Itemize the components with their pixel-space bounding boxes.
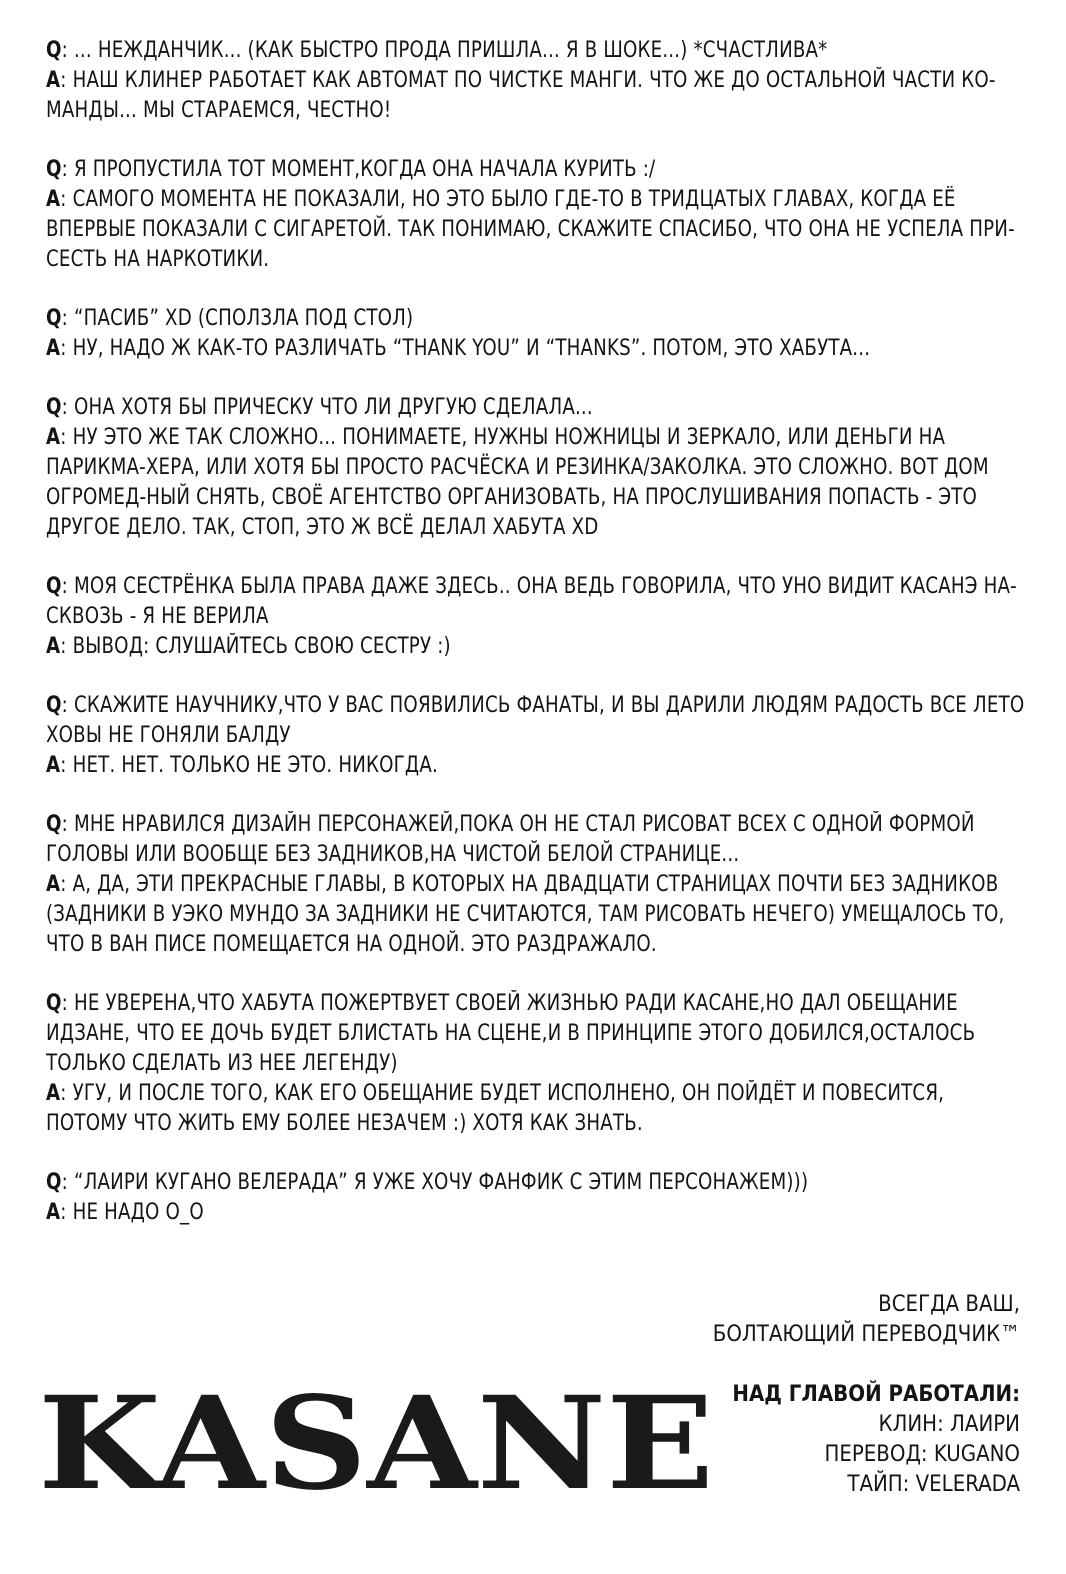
qa-list (46, 36, 1031, 1257)
answer-text: : НУ, НАДО Ж КАК-ТО РАЗЛИЧАТЬ “THANK YOU” И “THANKS”. ПОТОМ, ЭТО ХАБУТА... (60, 336, 871, 361)
answer-line (46, 632, 1031, 662)
question-text: : ОНА ХОТЯ БЫ ПРИЧЕСКУ ЧТО ЛИ ДРУГУЮ СДЕЛАЛА... (61, 395, 593, 420)
question-marker: Q (46, 574, 62, 599)
question-line (46, 393, 1031, 423)
signoff-line-2: БОЛТАЮЩИЙ ПЕРЕВОДЧИК™ (712, 1322, 1020, 1347)
answer-marker: A (46, 753, 61, 778)
answer-line (46, 66, 1031, 126)
signoff-line-1: ВСЕГДА ВАШ, (878, 1292, 1020, 1317)
question-line (46, 304, 1031, 334)
qa-block (46, 989, 1031, 1139)
question-line (46, 155, 1031, 185)
qa-block (46, 36, 1031, 126)
qa-block (46, 393, 1031, 543)
answer-line (46, 1079, 1031, 1139)
answer-marker: A (46, 1200, 61, 1225)
question-marker: Q (46, 812, 62, 837)
question-text: : “ЛАИРИ КУГАНО ВЕЛЕРАДА” Я УЖЕ ХОЧУ ФАНФИК С ЭТИМ ПЕРСОНАЖЕМ))) (61, 1170, 809, 1195)
question-text: : ... НЕЖДАНЧИК... (КАК БЫСТРО ПРОДА ПРИШЛА... Я В ШОКЕ...) *СЧАСТЛИВА* (61, 38, 828, 63)
qa-block (46, 572, 1031, 662)
question-marker: Q (46, 991, 62, 1016)
question-marker: Q (46, 157, 62, 182)
qa-block (46, 304, 1031, 364)
credits-item-typesetter: ТАЙП: VELERADA (847, 1472, 1020, 1497)
question-line (46, 572, 1031, 632)
credits-item-translator: ПЕРЕВОД: KUGANO (824, 1442, 1020, 1467)
answer-text: : А, ДА, ЭТИ ПРЕКРАСНЫЕ ГЛАВЫ, В КОТОРЫХ НА ДВАДЦАТИ СТРАНИЦАХ ПОЧТИ БЕЗ ЗАДНИКОВ (ЗАДНИКИ В УЭКО МУНДО ЗА ЗАДНИКИ НЕ СЧИТАЮТСЯ, ТАМ РИСОВАТЬ НЕЧЕГО) УМЕЩАЛОСЬ ТО, ЧТО В ВАН ПИСЕ ПОМЕЩАЕТСЯ НА ОДНОЙ. ЭТО РАЗДРАЖАЛО. (46, 872, 1005, 957)
answer-marker: A (46, 187, 61, 212)
question-line (46, 989, 1031, 1079)
question-text: : МОЯ СЕСТРЁНКА БЫЛА ПРАВА ДАЖЕ ЗДЕСЬ.. ОНА ВЕДЬ ГОВОРИЛА, ЧТО УНО ВИДИТ КАСАНЭ НА-СКВОЗЬ - Я НЕ ВЕРИЛА (46, 574, 1017, 629)
answer-text: : САМОГО МОМЕНТА НЕ ПОКАЗАЛИ, НО ЭТО БЫЛО ГДЕ-ТО В ТРИДЦАТЫХ ГЛАВАХ, КОГДА ЕЁ ВПЕРВЫЕ ПОКАЗАЛИ С СИГАРЕТОЙ. ТАК ПОНИМАЮ, СКАЖИТЕ СПАСИБО, ЧТО ОНА НЕ УСПЕЛА ПРИ-СЕСТЬ НА НАРКОТИКИ. (46, 187, 1015, 272)
answer-line (46, 751, 1031, 781)
answer-text: : НЕТ. НЕТ. ТОЛЬКО НЕ ЭТО. НИКОГДА. (60, 753, 438, 778)
question-marker: Q (46, 38, 62, 63)
question-marker: Q (46, 395, 62, 420)
credits (732, 1380, 1020, 1500)
answer-line (46, 334, 1031, 364)
answer-text: : НУ ЭТО ЖЕ ТАК СЛОЖНО... ПОНИМАЕТЕ, НУЖНЫ НОЖНИЦЫ И ЗЕРКАЛО, ИЛИ ДЕНЬГИ НА ПАРИКМА-ХЕРА, ИЛИ ХОТЯ БЫ ПРОСТО РАСЧЁСКА И РЕЗИНКА/ЗАКОЛКА. ЭТО СЛОЖНО. ВОТ ДОМ ОГРОМЕД-НЫЙ СНЯТЬ, СВОЁ АГЕНТСТВО ОРГАНИЗОВАТЬ, НА ПРОСЛУШИВАНИЯ ПОПАСТЬ - ЭТО ДРУГОЕ ДЕЛО. ТАК, СТОП, ЭТО Ж ВСЁ ДЕЛАЛ ХАБУТА XD (46, 425, 989, 540)
question-line (46, 36, 1031, 66)
answer-marker: A (46, 1081, 61, 1106)
question-line (46, 810, 1031, 870)
question-marker: Q (46, 306, 62, 331)
answer-line (46, 423, 1031, 543)
answer-marker: A (46, 425, 61, 450)
qa-block (46, 691, 1031, 781)
qa-block (46, 1168, 1031, 1228)
answer-text: : НАШ КЛИНЕР РАБОТАЕТ КАК АВТОМАТ ПО ЧИСТКЕ МАНГИ. ЧТО ЖЕ ДО ОСТАЛЬНОЙ ЧАСТИ КО-МАНДЫ... МЫ СТАРАЕМСЯ, ЧЕСТНО! (46, 68, 996, 123)
answer-marker: A (46, 872, 61, 897)
question-line (46, 691, 1031, 751)
answer-marker: A (46, 634, 61, 659)
answer-text: : ВЫВОД: СЛУШАЙТЕСЬ СВОЮ СЕСТРУ :) (60, 634, 451, 659)
question-marker: Q (46, 1170, 62, 1195)
answer-text: : НЕ НАДО O_O (60, 1200, 204, 1225)
credits-item-cleaner: КЛИН: ЛАИРИ (878, 1412, 1020, 1437)
kasane-logo-art (38, 1376, 716, 1498)
signoff (713, 1290, 1020, 1350)
answer-text: : УГУ, И ПОСЛЕ ТОГО, КАК ЕГО ОБЕЩАНИЕ БУДЕТ ИСПОЛНЕНО, ОН ПОЙДЁТ И ПОВЕСИТСЯ, ПОТОМУ ЧТО ЖИТЬ ЕМУ БОЛЕЕ НЕЗАЧЕМ :) ХОТЯ КАК ЗНАТЬ. (46, 1081, 945, 1136)
question-text: : Я ПРОПУСТИЛА ТОТ МОМЕНТ,КОГДА ОНА НАЧАЛА КУРИТЬ :/ (61, 157, 656, 182)
kasane-logo-text: KASANE (38, 1376, 714, 1498)
question-text: : СКАЖИТЕ НАУЧНИКУ,ЧТО У ВАС ПОЯВИЛИСЬ ФАНАТЫ, И ВЫ ДАРИЛИ ЛЮДЯМ РАДОСТЬ ВСЕ ЛЕТО ХОВЫ НЕ ГОНЯЛИ БАЛДУ (46, 693, 1025, 748)
answer-line (46, 870, 1031, 960)
qa-block (46, 155, 1031, 275)
question-text: : НЕ УВЕРЕНА,ЧТО ХАБУТА ПОЖЕРТВУЕТ СВОЕЙ ЖИЗНЬЮ РАДИ КАСАНЕ,НО ДАЛ ОБЕЩАНИЕ ИДЗАНЕ, ЧТО ЕЕ ДОЧЬ БУДЕТ БЛИСТАТЬ НА СЦЕНЕ,И В ПРИНЦИПЕ ЭТОГО ДОБИЛСЯ,ОСТАЛОСЬ ТОЛЬКО СДЕЛАТЬ ИЗ НЕЕ ЛЕГЕНДУ) (46, 991, 976, 1076)
credits-title: НАД ГЛАВОЙ РАБОТАЛИ: (732, 1382, 1020, 1407)
answer-line (46, 185, 1031, 275)
question-line (46, 1168, 1031, 1198)
question-marker: Q (46, 693, 62, 718)
answer-marker: A (46, 336, 61, 361)
answer-line (46, 1198, 1031, 1228)
question-text: : “ПАСИБ” XD (СПОЛЗЛА ПОД СТОЛ) (61, 306, 414, 331)
qa-block (46, 810, 1031, 960)
question-text: : МНЕ НРАВИЛСЯ ДИЗАЙН ПЕРСОНАЖЕЙ,ПОКА ОН НЕ СТАЛ РИСОВАТ ВСЕХ С ОДНОЙ ФОРМОЙ ГОЛОВЫ ИЛИ ВООБЩЕ БЕЗ ЗАДНИКОВ,НА ЧИСТОЙ БЕЛОЙ СТРАНИЦЕ... (46, 812, 975, 867)
answer-marker: A (46, 68, 61, 93)
kasane-logo (38, 1376, 716, 1498)
